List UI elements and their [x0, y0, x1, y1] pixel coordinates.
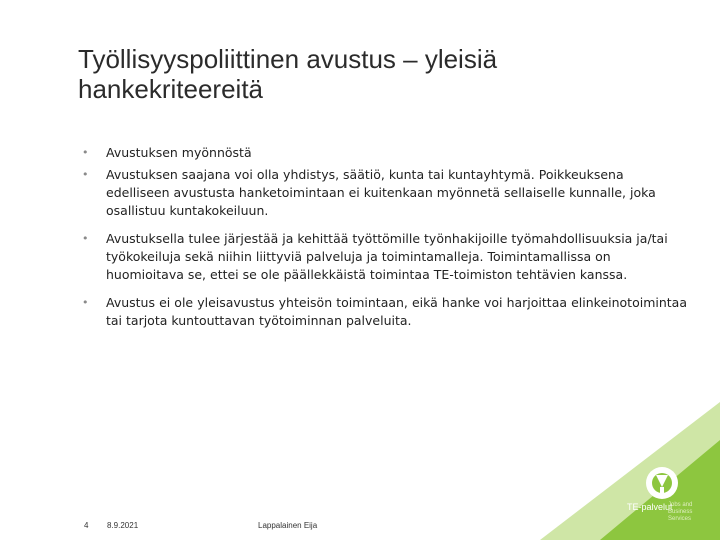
slide-title: Työllisyyspoliittinen avustus – yleisiä hankekriteereitä: [78, 44, 498, 104]
logo-subtext: Jobs and Business Services: [668, 502, 693, 522]
bullet-text: Avustuksella tulee järjestää ja kehittää työttömille työnhakijoille työmahdollisuuksia ja/tai työkokeiluja sekä niihin liittyviä palveluja ja toimintamalleja. Toimintamallissa on huomioitava se, ettei se ole päällekkäistä toimintaa TE-toimiston tehtävien kanssa.: [106, 231, 668, 282]
te-palvelut-logo-icon: [640, 465, 684, 503]
page-number: 4: [84, 521, 89, 530]
list-item: [82, 294, 687, 330]
bullet-text: Avustuksen saajana voi olla yhdistys, säätiö, kunta tai kuntayhtymä. Poikkeuksena edelliseen avustusta hanketoimintaan ei kuitenkaan myönnetä sellaiselle kunnalle, joka osallistuu kuntakokeiluun.: [106, 167, 656, 218]
logo-name: TE-palvelut: [627, 502, 673, 512]
list-item: [82, 230, 687, 284]
bullet-icon: •: [82, 146, 89, 159]
footer-date: 8.9.2021: [107, 521, 139, 530]
bullet-text: Avustus ei ole yleisavustus yhteisön toimintaan, eikä hanke voi harjoittaa elinkeinotoimintaa tai tarjota kuntouttavan työtoiminnan palveluita.: [106, 295, 687, 328]
bullet-icon: •: [82, 296, 89, 309]
bullet-icon: •: [82, 168, 89, 181]
list-item: [82, 144, 687, 162]
list-item: [82, 166, 687, 220]
footer-author: Lappalainen Eija: [258, 521, 318, 530]
bullet-text: Avustuksen myönnöstä: [106, 145, 252, 160]
bullet-icon: •: [82, 232, 89, 245]
bullet-list: [82, 144, 687, 330]
